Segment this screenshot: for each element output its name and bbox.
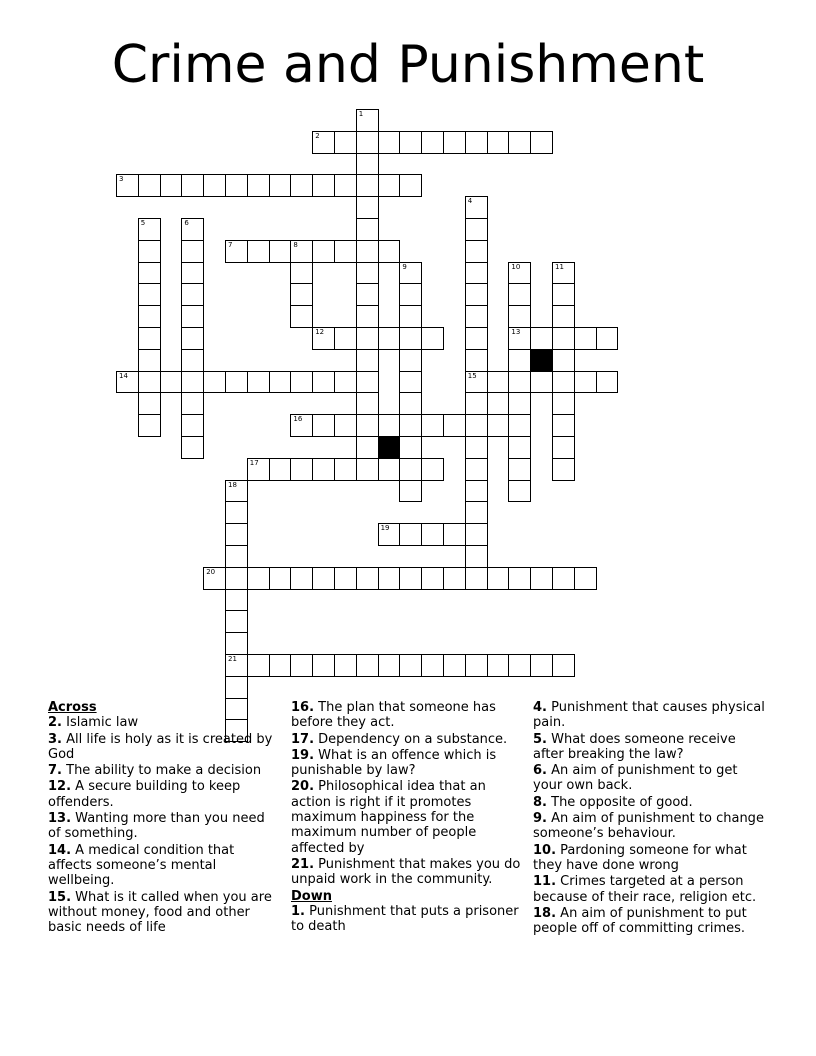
- grid-cell[interactable]: [421, 414, 444, 437]
- grid-cell[interactable]: [530, 327, 553, 350]
- clue-number-label: 21.: [291, 856, 315, 872]
- grid-cell[interactable]: [290, 174, 313, 197]
- clue-number: 11: [555, 262, 564, 271]
- grid-cell[interactable]: [378, 654, 401, 677]
- grid-cell[interactable]: [138, 349, 161, 372]
- grid-cell[interactable]: [399, 349, 422, 372]
- grid-cell[interactable]: [378, 567, 401, 590]
- clue-number: 17: [249, 458, 259, 467]
- grid-cell[interactable]: [487, 567, 510, 590]
- grid-cell[interactable]: [290, 262, 313, 285]
- grid-cell[interactable]: [181, 371, 204, 394]
- clue-text: All life is holy as it is created by God: [48, 731, 273, 762]
- grid-cell[interactable]: [465, 414, 488, 437]
- grid-cell[interactable]: [203, 174, 226, 197]
- grid-cell[interactable]: [181, 414, 204, 437]
- grid-cell[interactable]: [116, 371, 139, 394]
- grid-cell[interactable]: [399, 458, 422, 481]
- clue: [533, 906, 765, 937]
- clue-text: Philosophical idea that an action is right if it promotes maximum happiness for the maximum number of people affected by: [291, 779, 486, 856]
- grid-cell[interactable]: [552, 436, 575, 459]
- clue-number: 18: [228, 480, 237, 489]
- clue-number-label: 16.: [291, 700, 315, 715]
- grid-cell[interactable]: [574, 327, 597, 350]
- grid-cell[interactable]: [421, 523, 444, 546]
- grid-cell[interactable]: [247, 654, 270, 677]
- grid-cell[interactable]: [596, 327, 619, 350]
- grid-cell[interactable]: [465, 392, 488, 415]
- clue-number-label: 15.: [48, 889, 72, 905]
- grid-cell[interactable]: [334, 414, 357, 437]
- grid-cell[interactable]: [508, 436, 531, 459]
- clue-text: Crimes targeted at a person because of their race, religion etc.: [533, 874, 757, 905]
- grid-cell[interactable]: [356, 458, 379, 481]
- black-cell: [530, 349, 553, 372]
- grid-cell[interactable]: [508, 414, 531, 437]
- grid-cell[interactable]: [443, 131, 466, 154]
- grid-cell[interactable]: [443, 414, 466, 437]
- grid-cell[interactable]: [421, 654, 444, 677]
- grid-cell[interactable]: [421, 327, 444, 350]
- clue-number-label: 13.: [48, 811, 72, 827]
- grid-cell[interactable]: [247, 371, 270, 394]
- grid-cell[interactable]: [181, 392, 204, 415]
- grid-cell[interactable]: [552, 283, 575, 306]
- clue-number-label: 3.: [48, 731, 62, 747]
- clue-text: Punishment that puts a prisoner to death: [291, 903, 519, 935]
- grid-cell[interactable]: [181, 240, 204, 263]
- clue-number-label: 5.: [533, 731, 547, 747]
- grid-cell[interactable]: [312, 174, 335, 197]
- across-header: Across: [48, 700, 97, 715]
- grid-cell[interactable]: [312, 327, 335, 350]
- grid-cell[interactable]: [334, 240, 357, 263]
- grid-cell[interactable]: [356, 131, 379, 154]
- grid-cell[interactable]: [552, 349, 575, 372]
- grid-cell[interactable]: [225, 501, 248, 524]
- grid-cell[interactable]: [508, 305, 531, 328]
- clue: [291, 904, 523, 935]
- grid-cell[interactable]: [269, 654, 292, 677]
- grid-cell[interactable]: [465, 501, 488, 524]
- grid-cell[interactable]: [269, 174, 292, 197]
- clue: [533, 843, 765, 874]
- clue: [48, 890, 280, 936]
- grid-cell[interactable]: [247, 174, 270, 197]
- clue: [533, 811, 765, 842]
- grid-cell[interactable]: [290, 371, 313, 394]
- grid-cell[interactable]: [574, 567, 597, 590]
- clue-number: 15: [467, 371, 477, 380]
- clue-number: 5: [140, 219, 146, 227]
- grid-cell[interactable]: [356, 218, 379, 241]
- black-cell: [378, 436, 401, 459]
- grid-cell[interactable]: [378, 240, 401, 263]
- clue-number: 12: [315, 328, 325, 336]
- grid-cell[interactable]: [508, 654, 531, 677]
- grid-cell[interactable]: [225, 654, 248, 677]
- grid-cell[interactable]: [530, 567, 553, 590]
- grid-cell[interactable]: [356, 283, 379, 306]
- grid-cell[interactable]: [356, 654, 379, 677]
- grid-cell[interactable]: [181, 218, 204, 241]
- clue-number: 21: [228, 655, 237, 663]
- grid-cell[interactable]: [356, 109, 379, 132]
- grid-cell[interactable]: [552, 327, 575, 350]
- grid-cell[interactable]: [465, 305, 488, 328]
- clue-number: 1: [358, 110, 364, 118]
- grid-cell[interactable]: [334, 327, 357, 350]
- grid-cell[interactable]: [552, 392, 575, 415]
- grid-cell[interactable]: [225, 240, 248, 263]
- grid-cell[interactable]: [247, 567, 270, 590]
- clue-number-label: 12.: [48, 779, 72, 795]
- grid-cell[interactable]: [356, 240, 379, 263]
- grid-cell[interactable]: [552, 654, 575, 677]
- clue-number: 9: [402, 262, 407, 271]
- grid-cell[interactable]: [356, 327, 379, 350]
- clue-number: 3: [119, 175, 124, 184]
- grid-cell[interactable]: [508, 392, 531, 415]
- clue-number-label: 4.: [533, 700, 547, 715]
- clue-number-label: 2.: [48, 715, 62, 731]
- grid-cell[interactable]: [508, 283, 531, 306]
- grid-cell[interactable]: [181, 349, 204, 372]
- grid-cell[interactable]: [334, 371, 357, 394]
- clue-number-label: 19.: [291, 747, 315, 763]
- grid-cell[interactable]: [399, 371, 422, 394]
- clue-number: 14: [119, 371, 128, 380]
- clue-text: The opposite of good.: [551, 794, 693, 810]
- down-header: Down: [291, 888, 332, 904]
- grid-cell[interactable]: [290, 305, 313, 328]
- clue-text: Islamic law: [66, 715, 139, 731]
- clue-text: What is it called when you are without money, food and other basic needs of life: [48, 889, 272, 936]
- grid-cell[interactable]: [334, 567, 357, 590]
- clue-number-label: 1.: [291, 903, 305, 919]
- grid-cell[interactable]: [378, 327, 401, 350]
- clue: [533, 700, 765, 731]
- grid-cell[interactable]: [399, 523, 422, 546]
- grid-cell[interactable]: [181, 262, 204, 285]
- clue-number: 16: [293, 415, 303, 424]
- grid-cell[interactable]: [225, 676, 248, 699]
- grid-cell[interactable]: [552, 305, 575, 328]
- grid-cell[interactable]: [225, 589, 248, 612]
- clue: [533, 763, 765, 794]
- grid-cell[interactable]: [399, 392, 422, 415]
- grid-cell[interactable]: [138, 327, 161, 350]
- grid-cell[interactable]: [552, 371, 575, 394]
- clue-text: A medical condition that affects someone’s mental wellbeing.: [48, 842, 235, 889]
- grid-cell[interactable]: [160, 174, 183, 197]
- grid-cell[interactable]: [378, 174, 401, 197]
- grid-cell[interactable]: [203, 567, 226, 590]
- clue-text: Punishment that causes physical pain.: [533, 700, 765, 731]
- grid-cell[interactable]: [508, 458, 531, 481]
- grid-cell[interactable]: [181, 305, 204, 328]
- grid-cell[interactable]: [247, 458, 270, 481]
- grid-cell[interactable]: [465, 196, 488, 219]
- grid-cell[interactable]: [508, 349, 531, 372]
- clue-text: The plan that someone has before they act.: [291, 700, 496, 731]
- grid-cell[interactable]: [552, 458, 575, 481]
- page-title: Crime and Punishment: [111, 35, 705, 95]
- grid-cell[interactable]: [399, 131, 422, 154]
- clue: [48, 811, 280, 842]
- grid-cell[interactable]: [465, 523, 488, 546]
- clue-text: What is an offence which is punishable by law?: [291, 747, 497, 779]
- grid-cell[interactable]: [312, 414, 335, 437]
- grid-cell[interactable]: [138, 414, 161, 437]
- grid-cell[interactable]: [530, 371, 553, 394]
- grid-cell[interactable]: [269, 240, 292, 263]
- grid-cell[interactable]: [465, 262, 488, 285]
- grid-cell[interactable]: [508, 480, 531, 503]
- grid-cell[interactable]: [269, 567, 292, 590]
- grid-cell[interactable]: [574, 371, 597, 394]
- clue: [291, 779, 523, 855]
- grid-cell[interactable]: [421, 131, 444, 154]
- grid-cell[interactable]: [138, 174, 161, 197]
- grid-cell[interactable]: [465, 218, 488, 241]
- grid-cell[interactable]: [290, 654, 313, 677]
- grid-cell[interactable]: [378, 131, 401, 154]
- grid-cell[interactable]: [508, 371, 531, 394]
- grid-cell[interactable]: [312, 131, 335, 154]
- clue-text: An aim of punishment to change someone’s behaviour.: [533, 811, 764, 842]
- grid-cell[interactable]: [290, 240, 313, 263]
- grid-cell[interactable]: [443, 567, 466, 590]
- clue-text: Punishment that makes you do unpaid work in the community.: [291, 856, 521, 888]
- grid-cell[interactable]: [399, 283, 422, 306]
- grid-cell[interactable]: [334, 174, 357, 197]
- clue-number-label: 6.: [533, 763, 547, 779]
- clue: [48, 843, 280, 889]
- clue: [291, 732, 523, 747]
- grid-cell[interactable]: [356, 392, 379, 415]
- grid-cell[interactable]: [465, 458, 488, 481]
- grid-cell[interactable]: [552, 414, 575, 437]
- clue-number: 20: [206, 567, 216, 576]
- grid-cell[interactable]: [399, 436, 422, 459]
- grid-cell[interactable]: [290, 414, 313, 437]
- clue-number-label: 14.: [48, 842, 72, 858]
- grid-cell[interactable]: [421, 458, 444, 481]
- grid-cell[interactable]: [290, 283, 313, 306]
- grid-cell[interactable]: [225, 523, 248, 546]
- clue-text: Pardoning someone for what they have done wrong: [533, 842, 747, 873]
- grid-cell[interactable]: [225, 610, 248, 633]
- grid-cell[interactable]: [399, 174, 422, 197]
- grid-cell[interactable]: [552, 262, 575, 285]
- grid-cell[interactable]: [465, 283, 488, 306]
- grid-cell[interactable]: [356, 196, 379, 219]
- grid-cell[interactable]: [508, 262, 531, 285]
- clue-number: 7: [228, 240, 233, 249]
- grid-cell[interactable]: [225, 174, 248, 197]
- clue-text: The ability to make a decision: [66, 763, 262, 779]
- clue-number-label: 18.: [533, 905, 557, 921]
- grid-cell[interactable]: [225, 632, 248, 655]
- clue-text: What does someone receive after breaking the law?: [533, 731, 736, 762]
- grid-cell[interactable]: [138, 240, 161, 263]
- grid-cell[interactable]: [399, 567, 422, 590]
- grid-cell[interactable]: [530, 131, 553, 154]
- grid-cell[interactable]: [290, 458, 313, 481]
- grid-cell[interactable]: [356, 262, 379, 285]
- clue-number: 2: [315, 131, 320, 140]
- grid-cell[interactable]: [530, 654, 553, 677]
- clue-number: 8: [293, 240, 298, 249]
- grid-cell[interactable]: [138, 218, 161, 241]
- grid-cell[interactable]: [465, 327, 488, 350]
- clue-text: A secure building to keep offenders.: [48, 779, 241, 810]
- grid-cell[interactable]: [312, 240, 335, 263]
- grid-cell[interactable]: [378, 414, 401, 437]
- grid-cell[interactable]: [225, 567, 248, 590]
- grid-cell[interactable]: [356, 174, 379, 197]
- clue: [533, 874, 765, 905]
- grid-cell[interactable]: [465, 240, 488, 263]
- clue-text: An aim of punishment to get your own back.: [533, 763, 738, 794]
- grid-cell[interactable]: [203, 371, 226, 394]
- grid-cell[interactable]: [334, 131, 357, 154]
- grid-cell[interactable]: [334, 458, 357, 481]
- grid-cell[interactable]: [508, 567, 531, 590]
- clue-number-label: 7.: [48, 763, 62, 779]
- grid-cell[interactable]: [247, 240, 270, 263]
- grid-cell[interactable]: [138, 283, 161, 306]
- clue: [533, 732, 765, 763]
- grid-cell[interactable]: [356, 414, 379, 437]
- grid-cell[interactable]: [138, 371, 161, 394]
- grid-cell[interactable]: [160, 371, 183, 394]
- grid-cell[interactable]: [443, 523, 466, 546]
- grid-cell[interactable]: [334, 654, 357, 677]
- grid-cell[interactable]: [225, 371, 248, 394]
- grid-cell[interactable]: [116, 174, 139, 197]
- grid-cell[interactable]: [465, 654, 488, 677]
- grid-cell[interactable]: [356, 305, 379, 328]
- grid-cell[interactable]: [487, 654, 510, 677]
- clue: [291, 748, 523, 779]
- clue-number-label: 10.: [533, 842, 557, 858]
- clue-number: 4: [467, 197, 473, 206]
- grid-cell[interactable]: [508, 327, 531, 350]
- clue: [48, 763, 280, 778]
- grid-cell[interactable]: [356, 436, 379, 459]
- clue-number-label: 11.: [533, 874, 557, 890]
- clue: [291, 700, 523, 731]
- clue: [48, 732, 280, 763]
- grid-cell[interactable]: [443, 654, 466, 677]
- grid-cell[interactable]: [269, 458, 292, 481]
- clue-number-label: 8.: [533, 794, 547, 810]
- grid-cell[interactable]: [138, 305, 161, 328]
- grid-cell[interactable]: [508, 131, 531, 154]
- grid-cell[interactable]: [552, 567, 575, 590]
- grid-cell[interactable]: [181, 436, 204, 459]
- grid-cell[interactable]: [421, 567, 444, 590]
- grid-cell[interactable]: [399, 262, 422, 285]
- grid-cell[interactable]: [399, 654, 422, 677]
- grid-cell[interactable]: [465, 349, 488, 372]
- clue-number: 6: [184, 219, 189, 227]
- grid-cell[interactable]: [269, 371, 292, 394]
- grid-cell[interactable]: [312, 567, 335, 590]
- grid-cell[interactable]: [378, 458, 401, 481]
- grid-cell[interactable]: [465, 545, 488, 568]
- grid-cell[interactable]: [487, 131, 510, 154]
- grid-cell[interactable]: [225, 545, 248, 568]
- clue-number-label: 9.: [533, 811, 547, 827]
- clues-column-1: [48, 700, 280, 936]
- clue-number-label: 17.: [291, 731, 315, 747]
- clue: [48, 779, 280, 810]
- grid-cell[interactable]: [312, 654, 335, 677]
- grid-cell[interactable]: [356, 349, 379, 372]
- grid-cell[interactable]: [225, 480, 248, 503]
- grid-cell[interactable]: [399, 327, 422, 350]
- grid-cell[interactable]: [356, 567, 379, 590]
- clue: [533, 795, 765, 810]
- clue: [291, 857, 523, 888]
- grid-cell[interactable]: [138, 392, 161, 415]
- grid-cell[interactable]: [378, 523, 401, 546]
- grid-cell[interactable]: [465, 436, 488, 459]
- clue-number: 13: [511, 328, 521, 336]
- grid-cell[interactable]: [181, 283, 204, 306]
- grid-cell[interactable]: [356, 153, 379, 176]
- grid-cell[interactable]: [465, 567, 488, 590]
- grid-cell[interactable]: [399, 305, 422, 328]
- clue: [48, 715, 280, 730]
- grid-cell[interactable]: [487, 414, 510, 437]
- clue-text: Dependency on a substance.: [318, 731, 508, 747]
- grid-cell[interactable]: [290, 567, 313, 590]
- clue-number: 19: [380, 524, 390, 533]
- grid-cell[interactable]: [312, 371, 335, 394]
- grid-cell[interactable]: [181, 327, 204, 350]
- grid-cell[interactable]: [465, 131, 488, 154]
- grid-cell[interactable]: [399, 480, 422, 503]
- grid-cell[interactable]: [596, 371, 619, 394]
- grid-cell[interactable]: [399, 414, 422, 437]
- grid-cell[interactable]: [465, 480, 488, 503]
- clue-number: 10: [511, 262, 521, 271]
- grid-cell[interactable]: [138, 262, 161, 285]
- grid-cell[interactable]: [487, 371, 510, 394]
- grid-cell[interactable]: [356, 371, 379, 394]
- clue-text: Wanting more than you need of something.: [48, 811, 265, 842]
- clue-text: An aim of punishment to put people off of committing crimes.: [533, 905, 747, 937]
- grid-cell[interactable]: [181, 174, 204, 197]
- clues-column-3: [533, 700, 765, 937]
- grid-cell[interactable]: [312, 458, 335, 481]
- clue-number-label: 20.: [291, 779, 315, 795]
- grid-cell[interactable]: [465, 371, 488, 394]
- clues-column-2: [291, 700, 523, 935]
